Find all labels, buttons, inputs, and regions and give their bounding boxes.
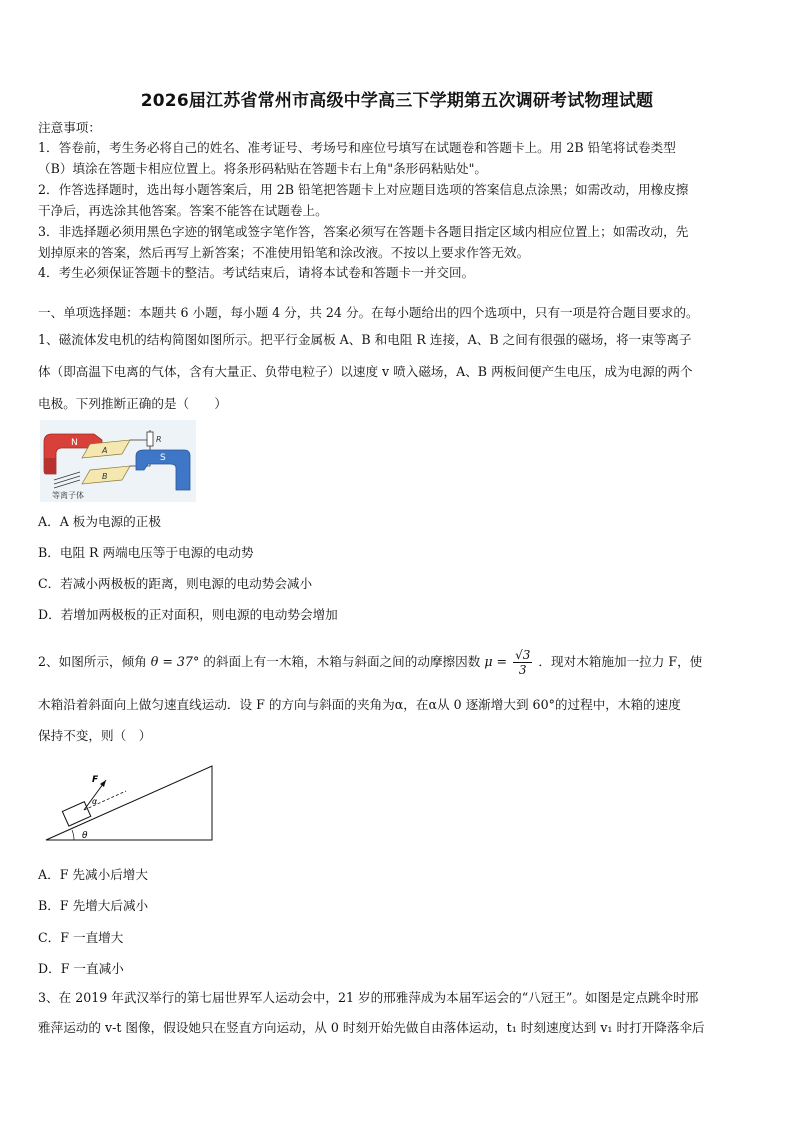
question-text: 电极。下列推断正确的是（ ） [38, 396, 227, 411]
option-a: A．F 先减小后增大 [38, 867, 148, 882]
q2-text-post: ．现对木箱施加一拉力 F，使 [538, 654, 703, 669]
option-c: C．F 一直增大 [38, 930, 124, 945]
theta-label: θ [82, 831, 88, 841]
question-text: 雅萍运动的 v-t 图像，假设她只在竖直方向运动，从 0 时刻开始先做自由落体运动，t₁ 时刻速度达到 v₁ 时打开降落伞后 [38, 1020, 705, 1035]
notice-line: 3．非选择题必须用黑色字迹的钢笔或签字笔作答，答案必须写在答题卡各题目指定区域内相应位置上；如需改动，先 [38, 224, 689, 239]
option-d: D．F 一直减小 [38, 961, 124, 976]
option-b: B．电阻 R 两端电压等于电源的电动势 [38, 545, 254, 560]
question-text [38, 648, 702, 677]
notice-line: 1．答卷前，考生务必将自己的姓名、准考证号、考场号和座位号填写在试题卷和答题卡上。用 2B 铅笔将试卷类型 [38, 140, 676, 155]
plate-a-label: A [102, 446, 108, 455]
q2-text-mid: 的斜面上有一木箱，木箱与斜面之间的动摩擦因数 [203, 654, 481, 669]
notice-heading: 注意事项： [38, 120, 101, 135]
section-heading: 一、单项选择题：本题共 6 小题，每小题 4 分，共 24 分。在每小题给出的四个选项中，只有一项是符合题目要求的。 [38, 305, 699, 320]
force-label: F [92, 775, 99, 785]
incline-figure [44, 762, 216, 844]
question-text: 木箱沿着斜面向上做匀速直线运动．设 F 的方向与斜面的夹角为α，在α从 0 逐渐增大到 60°的过程中，木箱的速度 [38, 697, 681, 712]
fraction-numerator: √3 [515, 648, 531, 662]
plate-b-label: B [102, 472, 108, 481]
notice-line: （B）填涂在答题卡相应位置上。将条形码粘贴在答题卡右上角"条形码粘贴处"。 [38, 161, 488, 176]
magnet-n-label: N [71, 438, 78, 448]
q2-angle: θ = 37° [150, 654, 200, 669]
mhd-generator-figure [40, 420, 196, 502]
option-c: C．若减小两极板的距离，则电源的电动势会减小 [38, 576, 313, 591]
notice-line: 4．考生必须保证答题卡的整洁。考试结束后，请将本试卷和答题卡一并交回。 [38, 265, 475, 280]
plasma-caption: 等离子体 [52, 491, 84, 500]
question-text: 1、磁流体发电机的结构简图如图所示。把平行金属板 A、B 和电阻 R 连接，A、B 之间有很强的磁场，将一束等离子 [38, 332, 692, 347]
fraction-denominator: 3 [518, 663, 527, 677]
notice-line: 2．作答选择题时，选出每小题答案后，用 2B 铅笔把答题卡上对应题目选项的答案信息点涂黑；如需改动，用橡皮擦 [38, 182, 689, 197]
notice-line: 干净后，再选涂其他答案。答案不能答在试题卷上。 [38, 203, 328, 218]
q2-text-pre: 2、如图所示，倾角 [38, 654, 147, 669]
option-d: D．若增加两极板的正对面积，则电源的电动势会增加 [38, 607, 338, 622]
resistor-label: R [156, 435, 162, 444]
magnet-s-label: S [160, 453, 166, 463]
notice-line: 划掉原来的答案，然后再写上新答案；不准使用铅笔和涂改液。不按以上要求作答无效。 [38, 245, 530, 260]
alpha-label: α [92, 797, 98, 806]
question-text: 体（即高温下电离的气体，含有大量正、负带电粒子）以速度 v 喷入磁场，A、B 两板间便产生电压，成为电源的两个 [38, 364, 693, 379]
q2-mu: μ = [484, 654, 508, 669]
question-text: 保持不变，则（ ） [38, 728, 152, 743]
option-b: B．F 先增大后减小 [38, 898, 149, 913]
page-title: 2026届江苏省常州市高级中学高三下学期第五次调研考试物理试题 [140, 91, 654, 111]
question-text: 3、在 2019 年武汉举行的第七届世界军人运动会中，21 岁的邢雅萍成为本届军运会的“八冠王”。如图是定点跳伞时邢 [38, 990, 699, 1005]
option-a: A．A 板为电源的正极 [38, 514, 161, 529]
q2-fraction [513, 648, 532, 677]
